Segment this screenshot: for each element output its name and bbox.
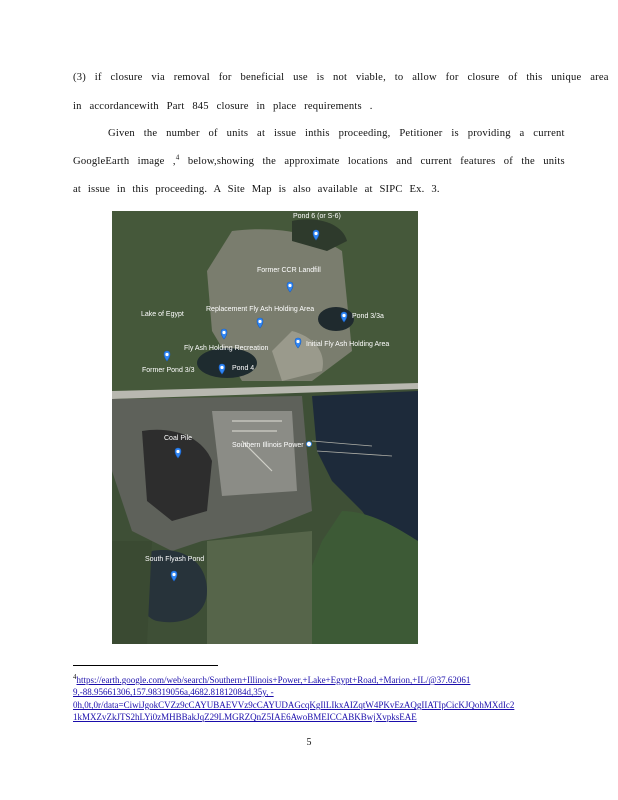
- map-label-replacement: Replacement Fly Ash Holding Area: [206, 306, 315, 313]
- power-marker-icon[interactable]: [307, 442, 312, 447]
- body-line-3: Given the number of units at issue inthis proceeding, Petitioner is providing a current: [108, 128, 565, 139]
- map-label-landfill: Former CCR Landfill: [257, 267, 321, 274]
- footnote-line-4: [73, 712, 417, 722]
- map-label-pond6: Pond 6 (or S-6): [293, 213, 341, 220]
- body-line-1: (3) if closure via removal for beneficial use is not viable, to allow for closure of this unique area: [73, 72, 609, 83]
- footnote-reference[interactable]: 4: [175, 153, 180, 162]
- footnote-separator: [73, 665, 218, 666]
- body-line-4: [73, 153, 565, 167]
- site-aerial-map: [112, 211, 418, 644]
- map-label-power: Southern Illinois Power: [232, 442, 304, 449]
- footnote-link-part-3[interactable]: 0h,0t,0r/data=CiwiJgokCVZz9cCAYUBAEVVz9cCAYUDAGcqKgIlLIkxAIZqtW4PKvEzAQgIIATIpCicKJQohMXdIc2: [73, 700, 515, 710]
- body-line-2: in accordancewith Part 845 closure in place requirements .: [73, 101, 373, 112]
- map-label-former-pond: Former Pond 3/3: [142, 367, 195, 374]
- body-line-4-start: GoogleEarth image ,: [73, 156, 176, 167]
- footnote-line-1: [73, 675, 470, 685]
- footnote-line-3: [73, 700, 514, 710]
- body-line-4-end: below,showing the approximate locations and current features of the units: [179, 156, 565, 167]
- map-label-pond3a: Pond 3/3a: [352, 313, 384, 320]
- footnote-link-part-4[interactable]: 1kMXZvZkJTS2hLYi0zMHBBakJqZ29LMGRZQnZ5IAE6AwoBMEICCABKBwjXvpksEAE: [73, 712, 417, 722]
- footnote-line-2: [73, 687, 274, 697]
- map-label-initial: Initial Fly Ash Holding Area: [306, 341, 390, 348]
- page-number: 5: [306, 737, 312, 748]
- footnote-link-part-1[interactable]: https://earth.google.com/web/search/Southern+Illinois+Power,+Lake+Egypt+Road,+Marion,+IL/@37.62061: [76, 675, 471, 685]
- footnote-link-part-2[interactable]: 9,-88.95661306,157.98319056a,4682.81812084d,35y, -: [73, 687, 274, 697]
- body-line-5: at issue in this proceeding. A Site Map is also available at SIPC Ex. 3.: [73, 184, 440, 195]
- map-label-lake: Lake of Egypt: [141, 311, 184, 318]
- map-label-south-pond: South Flyash Pond: [145, 556, 205, 563]
- map-label-holding-rec: Fly Ash Holding Recreation: [184, 345, 269, 352]
- footnote-marker: 4: [73, 673, 77, 681]
- map-label-pond4: Pond 4: [232, 365, 255, 372]
- map-label-coal-pile: Coal Pile: [164, 435, 193, 442]
